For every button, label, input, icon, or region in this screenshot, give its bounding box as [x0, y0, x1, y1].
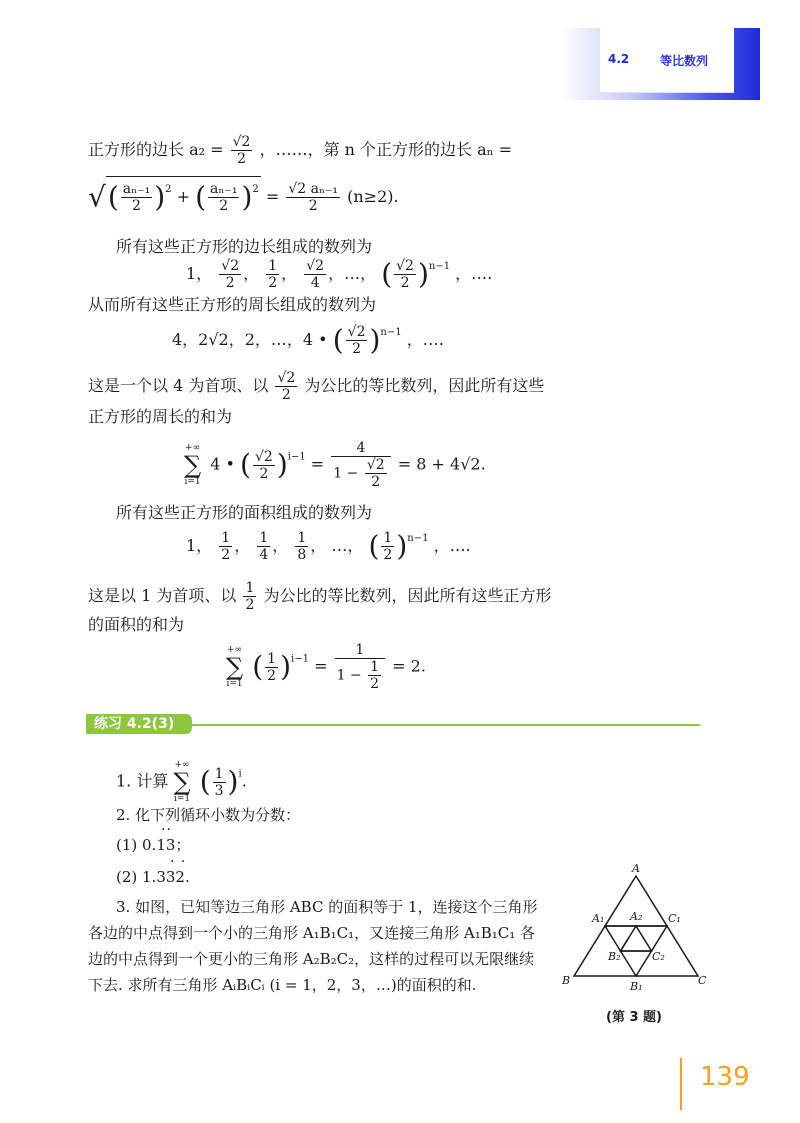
text: …，: [331, 536, 364, 555]
triangle-a2b2c2: [621, 926, 652, 951]
text-line-7: [88, 370, 544, 403]
numerator: √2: [254, 448, 273, 465]
text: ，: [281, 264, 298, 283]
denominator: 2: [371, 474, 381, 490]
text: ，: [272, 536, 289, 555]
exponent: i−1: [291, 653, 309, 665]
fraction: [257, 530, 270, 563]
sum-perimeters: [184, 440, 486, 490]
paren: ): [154, 180, 166, 214]
label-C2: C₂: [652, 950, 665, 963]
denominator: 2: [308, 198, 318, 214]
paren: (: [381, 257, 393, 291]
exponent: 2: [165, 184, 172, 195]
label-B: B: [562, 974, 571, 987]
text: 1 −: [333, 465, 359, 482]
operator: =: [265, 187, 280, 206]
text-line-5: 从而所有这些正方形的周长组成的数列为: [88, 295, 377, 314]
paren: (: [240, 448, 251, 481]
text: 1. 计算: [116, 771, 169, 791]
text: 这是以 1 为首项、以: [88, 586, 237, 605]
exercise-heading: 练习 4.2(3): [86, 714, 186, 734]
fraction: [265, 651, 278, 684]
text: 1 −: [336, 667, 362, 684]
exercise-q3-line2: 各边的中点得到一个小的三角形 A₁B₁C₁，又连接三角形 A₁B₁C₁ 各: [88, 924, 536, 942]
paren: ): [227, 765, 239, 798]
denominator: 2: [400, 275, 410, 291]
text: ，….: [406, 330, 444, 349]
paren: (: [332, 323, 344, 357]
numerator: √2: [366, 457, 385, 473]
exercise-q3-line1: 3. 如图，已知等边三角形 ABC 的面积等于 1，连接这个三角形: [116, 898, 538, 916]
upper-limit: +∞: [174, 760, 190, 770]
denominator: 4: [310, 275, 320, 291]
fraction: [121, 181, 152, 214]
fraction: [266, 258, 279, 291]
repeat-dots-2: · ·: [170, 854, 187, 870]
text: .: [241, 771, 247, 791]
fraction: [394, 258, 416, 291]
numerator: √2: [347, 324, 366, 340]
fraction: [208, 181, 239, 214]
fraction: [346, 324, 368, 357]
text: 4，2√2，2，…，4 •: [172, 330, 328, 349]
fraction: [295, 530, 308, 563]
text-line-10: 所有这些正方形的面积组成的数列为: [116, 503, 373, 522]
text: ，: [243, 264, 260, 283]
text-line-3: 所有这些正方形的边长组成的数列为: [116, 237, 373, 256]
paren: (: [107, 180, 119, 214]
text-line-8: 正方形的周长的和为: [88, 407, 233, 426]
label-B2: B₂: [608, 950, 621, 963]
denominator: 2: [370, 676, 380, 692]
fraction: [275, 370, 297, 403]
sequence-areas: [186, 528, 471, 563]
section-number: 4.2: [608, 52, 630, 66]
formula-line-2: [88, 176, 399, 214]
exponent: n−1: [380, 327, 402, 338]
exponent: 2: [252, 184, 259, 195]
text: 这是一个以 4 为首项、以: [88, 376, 269, 395]
numerator: 1: [370, 659, 380, 675]
paren: ): [369, 323, 381, 357]
numerator: 1: [214, 765, 224, 782]
numerator: aₙ₋₁: [210, 181, 238, 197]
lower-limit: i=1: [184, 477, 201, 487]
lower-limit: i=1: [226, 679, 243, 689]
fraction: [304, 258, 326, 291]
denominator: 2: [219, 198, 229, 214]
fraction: [335, 642, 385, 692]
paren: ): [396, 529, 408, 563]
text: = 2.: [392, 656, 426, 676]
exercise-q1: [116, 760, 247, 804]
text-line-12: [88, 580, 551, 613]
section-title: 等比数列: [660, 54, 709, 68]
fraction: [331, 440, 390, 490]
fraction: [243, 580, 256, 613]
numerator: 1: [297, 530, 307, 546]
fraction: [368, 659, 381, 692]
fraction: [286, 181, 340, 214]
denominator: 2: [259, 465, 269, 482]
text: 为公比的等比数列，因此所有这些正方形: [263, 586, 552, 605]
denominator: 8: [297, 547, 307, 563]
text: ，: [234, 536, 251, 555]
sigma-symbol: ∑: [184, 451, 202, 479]
text: = 8 + 4√2.: [397, 454, 486, 474]
exercise-q3-line4: 下去. 求所有三角形 AᵢBᵢCᵢ (i = 1，2，3，…)的面积的和.: [88, 976, 477, 994]
paren: (: [368, 529, 380, 563]
paren: ): [276, 448, 288, 481]
numerator: 1: [335, 642, 385, 659]
sigma-symbol: ∑: [173, 768, 191, 796]
paren: (: [199, 765, 211, 798]
denominator: [335, 659, 385, 692]
denominator: 4: [259, 547, 269, 563]
radical: √: [88, 180, 106, 214]
text: (n≥2).: [347, 187, 399, 206]
exponent: n−1: [407, 533, 429, 544]
exercise-q3-line3: 边的中点得到一个更小的三角形 A₂B₂C₂，这样的过程可以无限继续: [88, 950, 535, 968]
lower-limit: i=1: [173, 794, 191, 804]
numerator: √2: [221, 258, 240, 274]
sigma-symbol: ∑: [226, 653, 244, 681]
exponent: i: [238, 768, 242, 780]
denominator: 2: [267, 667, 277, 684]
sequence-perimeters: [172, 322, 444, 357]
fraction: [213, 766, 226, 799]
paren: (: [252, 650, 264, 683]
upper-limit: +∞: [227, 645, 243, 655]
numerator: 1: [245, 580, 255, 596]
text-line-13: 的面积的和为: [88, 615, 185, 634]
operator: =: [310, 454, 325, 474]
summation: [184, 443, 201, 487]
denominator: 2: [132, 198, 141, 214]
label-B1: B₁: [630, 980, 643, 993]
denominator: 2: [352, 341, 362, 357]
denominator: 2: [245, 597, 255, 613]
numerator: 1: [267, 650, 277, 667]
denominator: 2: [225, 275, 235, 291]
fraction: [381, 530, 394, 563]
summation: [173, 760, 190, 804]
denominator: [331, 457, 390, 490]
paren: ): [280, 650, 292, 683]
operator: =: [314, 656, 328, 676]
text: 正方形的边长 a₂ =: [88, 140, 224, 159]
numerator: √2: [306, 258, 325, 274]
text: ，: [310, 536, 327, 555]
denominator: 2: [383, 547, 393, 563]
denominator: 2: [268, 275, 278, 291]
text: ，…，: [328, 264, 377, 283]
label-A: A: [632, 862, 640, 875]
page-number: 139: [700, 1062, 750, 1092]
fraction: [231, 134, 253, 167]
numerator: 1: [268, 258, 278, 274]
radicand: [106, 176, 261, 214]
sum-areas: [226, 642, 426, 692]
text-line-1: [88, 134, 512, 167]
upper-limit: +∞: [185, 443, 201, 453]
exercise-q2a: (1) 0.13；: [116, 836, 191, 854]
operator: +: [176, 187, 190, 206]
summation: [226, 645, 243, 689]
label-C1: C₁: [668, 912, 681, 925]
numerator: 1: [259, 530, 269, 546]
paren: ): [417, 257, 429, 291]
page-number-bar: [680, 1058, 682, 1110]
numerator: 1: [221, 530, 231, 546]
numerator: √2: [232, 134, 251, 150]
exponent: n−1: [428, 261, 451, 272]
fraction: [253, 449, 275, 482]
text: 1，: [186, 536, 213, 555]
numerator: 1: [383, 530, 393, 546]
figure-caption: (第 3 题): [606, 1010, 662, 1025]
fraction: [219, 530, 232, 563]
numerator: √2: [277, 370, 296, 386]
text: 4: [210, 454, 221, 474]
triangle-figure: [560, 860, 710, 1000]
numerator: 4: [331, 440, 390, 457]
exponent: i−1: [287, 451, 306, 463]
exercise-rule: [186, 724, 700, 726]
repeat-dots-1: ··: [161, 822, 172, 838]
paren: (: [195, 180, 207, 214]
denominator: 2: [237, 151, 247, 167]
paren: ): [241, 180, 253, 214]
numerator: aₙ₋₁: [122, 181, 151, 197]
text: •: [225, 454, 235, 474]
numerator: √2: [396, 258, 414, 274]
label-A1: A₁: [592, 912, 605, 925]
label-C: C: [698, 974, 707, 987]
text: ，….: [433, 536, 471, 555]
fraction: [365, 457, 387, 490]
exercise-q2b: (2) 1.332.: [116, 868, 190, 886]
numerator: √2 aₙ₋₁: [288, 181, 339, 197]
text: ，….: [455, 264, 493, 283]
text: ，……，第 n 个正方形的边长 aₙ =: [259, 140, 513, 159]
sequence-side-lengths: [186, 256, 492, 291]
denominator: 2: [221, 547, 231, 563]
exercise-q2: 2. 化下列循环小数为分数：: [116, 806, 301, 824]
label-A2: A₂: [630, 910, 643, 923]
text: 为公比的等比数列，因此所有这些: [304, 376, 545, 395]
denominator: 3: [214, 782, 224, 799]
text: 1，: [186, 264, 213, 283]
denominator: 2: [281, 387, 291, 403]
fraction: [219, 258, 241, 291]
